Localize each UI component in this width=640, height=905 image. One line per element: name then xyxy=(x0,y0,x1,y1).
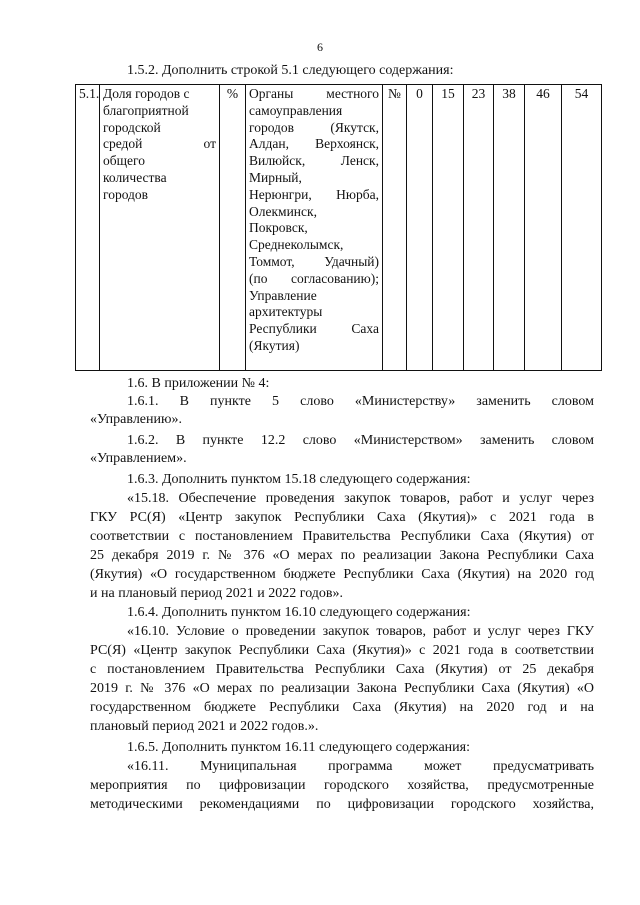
indicator-line: количества xyxy=(103,169,167,185)
executor-line: (по согласованию); xyxy=(249,270,379,286)
executor-line: Органы местного xyxy=(249,86,379,101)
intro-paragraph: 1.5.2. Дополнить строкой 5.1 следующего содержания: xyxy=(127,63,454,78)
executor-line: архитектуры xyxy=(249,304,323,320)
paragraph: «15.18. Обеспечение проведения закупок товаров, работ и услуг через xyxy=(127,491,594,506)
paragraph: 1.6.5. Дополнить пунктом 16.11 следующего содержания: xyxy=(127,740,470,755)
value-cell: 54 xyxy=(562,85,602,371)
paragraph: ГКУ РС(Я) «Центр закупок Республики Саха (Якутия)» с 2021 года в xyxy=(90,510,594,525)
paragraph: 1.6. В приложении № 4: xyxy=(127,376,270,391)
paragraph: 1.6.3. Дополнить пунктом 15.18 следующего содержания: xyxy=(127,472,471,487)
page-number: 6 xyxy=(317,40,323,54)
indicator-line: благоприятной xyxy=(103,102,189,118)
executor-line: Управление xyxy=(249,287,317,303)
value-cell: 0 xyxy=(407,85,433,371)
paragraph: мероприятия по цифровизации городского хозяйства, предусмотренные xyxy=(90,778,594,793)
executor-line: Алдан, Верхоянск, xyxy=(249,136,379,152)
paragraph: 1.6.2. В пункте 12.2 слово «Министерством» заменить словом xyxy=(127,433,594,448)
paragraph: 2019 г. № 376 «О мерах по реализации Закона Республики Саха (Якутия) «О xyxy=(90,681,594,696)
executor-line: Покровск, xyxy=(249,220,308,236)
paragraph: РС(Я) «Центр закупок Республики Саха (Якутия)» с 2021 года в соответствии xyxy=(90,643,594,658)
paragraph: методическими рекомендациями по цифровизации городского хозяйства, xyxy=(90,797,594,812)
paragraph: «Управлением». xyxy=(90,451,187,466)
value-cell: 46 xyxy=(525,85,562,371)
row-code: 5.1. xyxy=(76,85,100,371)
indicator-line: городской xyxy=(103,119,161,135)
paragraph: соответствии с постановлением Правительства Республики Саха (Якутия) от xyxy=(90,529,594,544)
indicator-line: средой от xyxy=(103,136,216,152)
indicator-line: городов xyxy=(103,186,149,202)
executor-line: Нерюнгри, Нюрба, xyxy=(249,186,379,202)
executor-line: самоуправления xyxy=(249,102,343,118)
executor-cell xyxy=(246,85,383,371)
indicator-name xyxy=(100,85,220,371)
paragraph: «16.10. Условие о проведении закупок товаров, работ и услуг через ГКУ xyxy=(127,624,594,639)
paragraph: «16.11. Муниципальная программа может предусматривать xyxy=(127,759,594,774)
executor-line: Мирный, xyxy=(249,169,302,185)
executor-line: Среднеколымск, xyxy=(249,237,344,253)
paragraph: 25 декабря 2019 г. № 376 «О мерах по реализации Закона Республики Саха xyxy=(90,548,594,563)
paragraph: государственном бюджете Республики Саха (Якутия) на 2020 год и на xyxy=(90,700,594,715)
value-cell: 15 xyxy=(433,85,464,371)
executor-line: Республики Саха xyxy=(249,321,379,337)
paragraph: плановый период 2021 и 2022 годов.». xyxy=(90,719,319,734)
paragraph: 1.6.4. Дополнить пунктом 16.10 следующего содержания: xyxy=(127,605,471,620)
paragraph: 1.6.1. В пункте 5 слово «Министерству» заменить словом xyxy=(127,394,594,409)
paragraph: с постановлением Правительства Республики Саха (Якутия) от 25 декабря xyxy=(90,662,594,677)
paragraph: (Якутия) «О государственном бюджете Республики Саха (Якутия) на 2020 год xyxy=(90,567,594,582)
executor-line: Олекминск, xyxy=(249,203,317,219)
unit-cell: % xyxy=(220,85,246,371)
executor-line: городов (Якутск, xyxy=(249,119,379,135)
marker-cell: № xyxy=(383,85,407,371)
executor-line: (Якутия) xyxy=(249,337,300,353)
indicator-line: общего xyxy=(103,153,145,169)
value-cell: 38 xyxy=(494,85,525,371)
indicator-table xyxy=(75,84,602,371)
paragraph: и на плановый период 2021 и 2022 годов». xyxy=(90,586,344,601)
value-cell: 23 xyxy=(464,85,494,371)
paragraph: «Управлению». xyxy=(90,412,182,427)
executor-line: Вилюйск, Ленск, xyxy=(249,153,379,169)
executor-line: Томмот, Удачный) xyxy=(249,253,379,269)
indicator-line: Доля городов с xyxy=(103,86,190,101)
table-row xyxy=(76,85,602,371)
